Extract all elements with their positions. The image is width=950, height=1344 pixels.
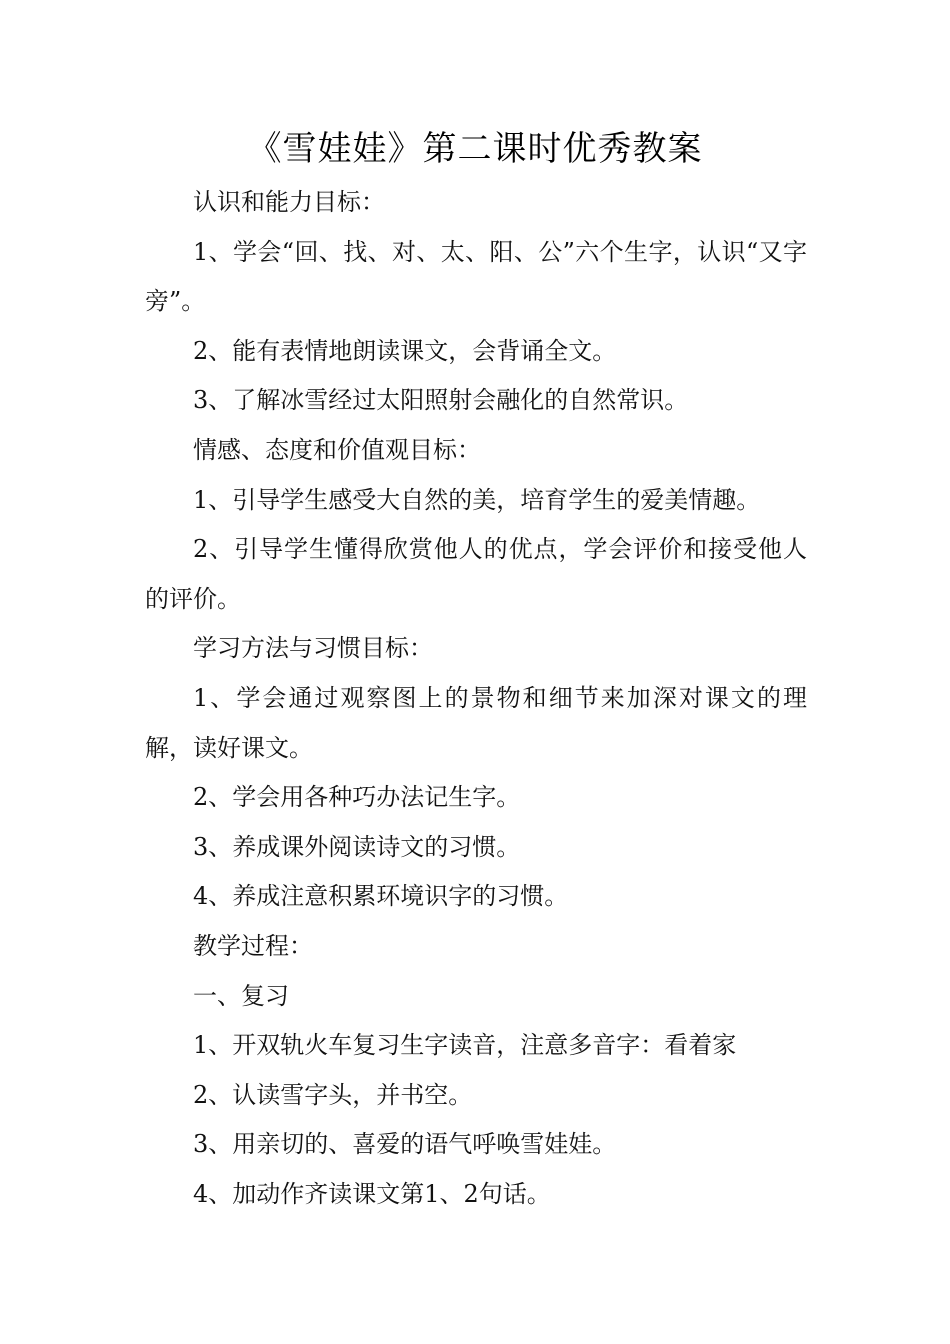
paragraph-section-heading: 学习方法与习惯目标： xyxy=(193,634,433,663)
paragraph-section-heading: 教学过程： xyxy=(193,931,313,960)
document-title: 《雪娃娃》第二课时优秀教案 xyxy=(247,129,703,169)
paragraph-item: 2、学会用各种巧办法记生字。 xyxy=(193,783,521,812)
paragraph-item: 3、养成课外阅读诗文的习惯。 xyxy=(193,832,521,861)
paragraph-item: 1、开双轨火车复习生字读音，注意多音字：看着家 xyxy=(193,1031,737,1060)
paragraph-item: 4、加动作齐读课文第1、2句话。 xyxy=(193,1179,551,1208)
paragraph-item: 2、能有表情地朗读课文，会背诵全文。 xyxy=(193,336,617,365)
paragraph-item: 1、学会“回、找、对、太、阳、公”六个生字，认识“又字旁”。 xyxy=(145,237,807,316)
paragraph-item: 1、引导学生感受大自然的美，培育学生的爱美情趣。 xyxy=(193,485,761,514)
paragraph-item: 2、引导学生懂得欣赏他人的优点，学会评价和接受他人的评价。 xyxy=(145,535,807,613)
paragraph-item: 3、了解冰雪经过太阳照射会融化的自然常识。 xyxy=(193,386,689,415)
paragraph-item: 3、用亲切的、喜爱的语气呼唤雪娃娃。 xyxy=(193,1130,617,1159)
paragraph-section-heading: 认识和能力目标： xyxy=(193,188,385,216)
paragraph-section-heading: 情感、态度和价值观目标： xyxy=(193,435,481,464)
paragraph-subheading: 一、复习 xyxy=(193,981,289,1010)
paragraph-item: 2、认读雪字头，并书空。 xyxy=(193,1080,473,1109)
paragraph-item: 1、学会通过观察图上的景物和细节来加深对课文的理解，读好课文。 xyxy=(145,683,807,762)
paragraph-item: 4、养成注意积累环境识字的习惯。 xyxy=(193,882,569,911)
document-body xyxy=(145,178,807,1219)
